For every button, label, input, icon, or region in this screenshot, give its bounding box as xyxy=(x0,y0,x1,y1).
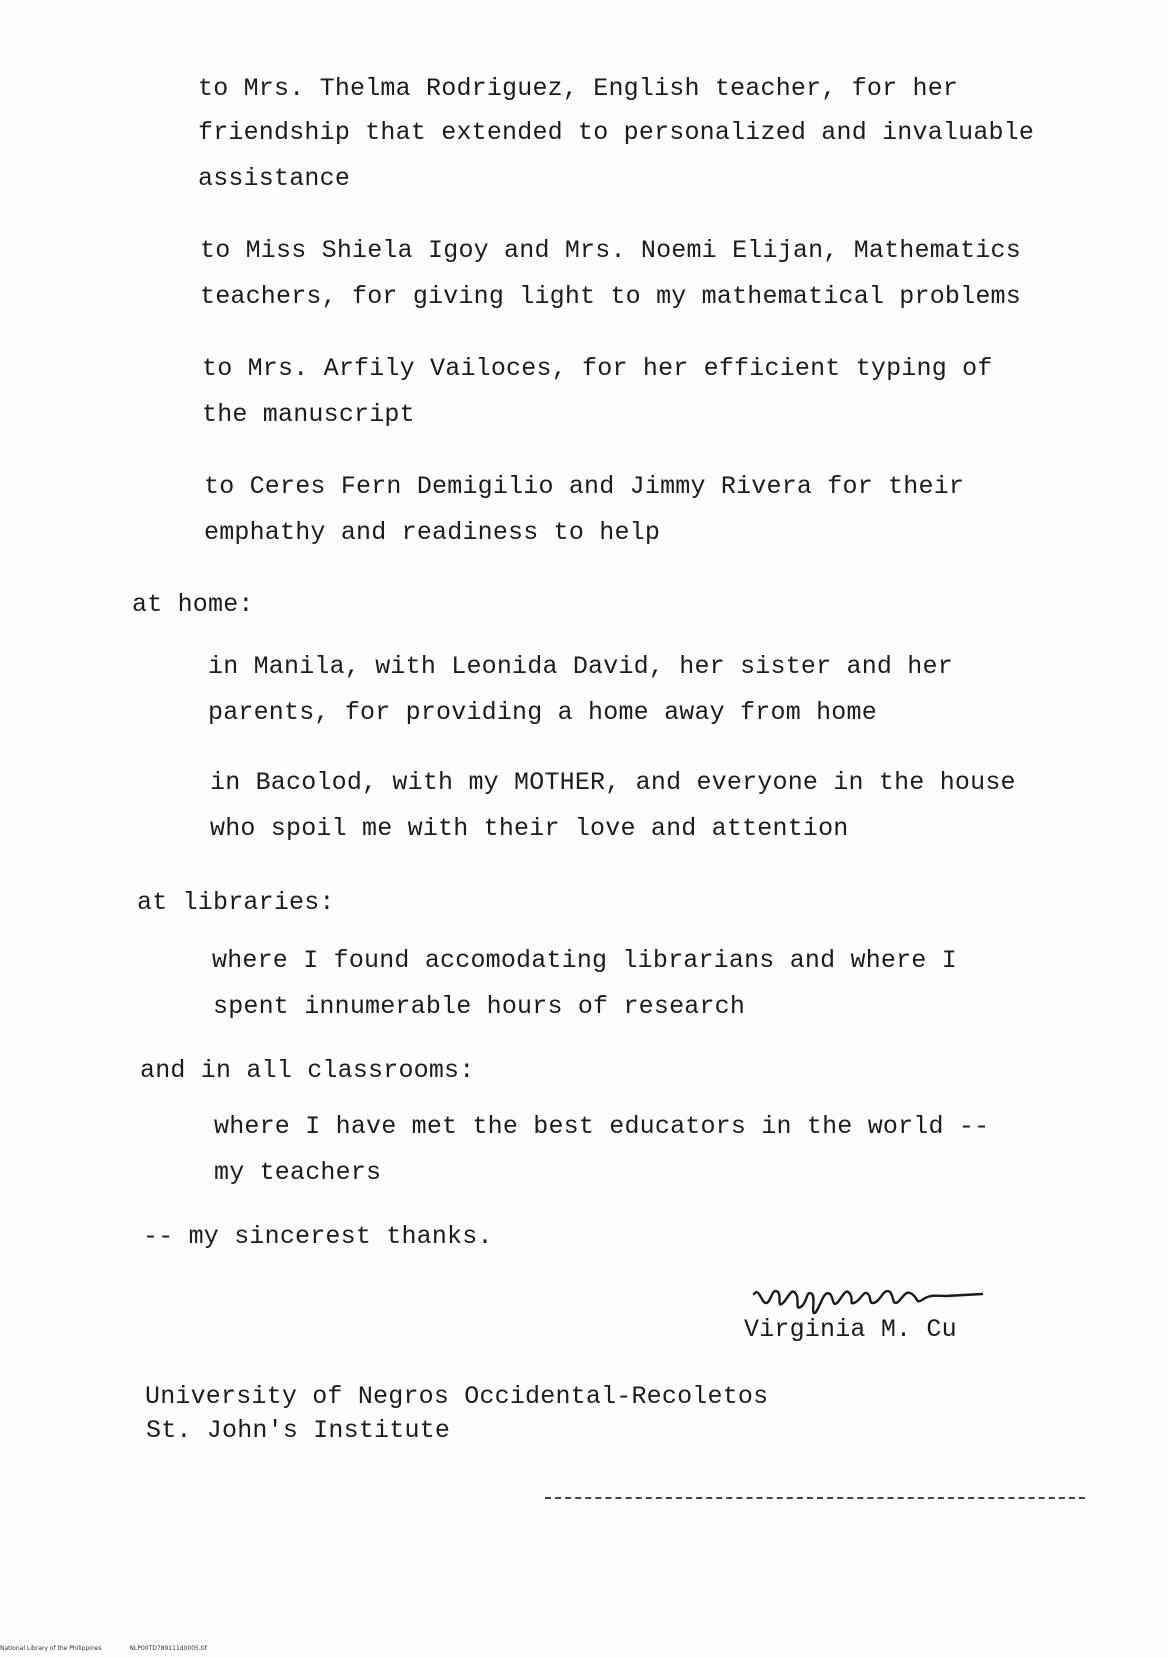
affiliation-line: St. John's Institute xyxy=(146,1416,451,1445)
section-heading: and in all classrooms: xyxy=(140,1056,475,1085)
text-line: friendship that extended to personalized and invaluable xyxy=(198,118,1035,147)
text-line: to Miss Shiela Igoy and Mrs. Noemi Elijan, Mathematics xyxy=(200,236,1021,265)
text-line: parents, for providing a home away from home xyxy=(208,698,877,727)
signatory-name: Virginia M. Cu xyxy=(744,1315,957,1344)
text-line: in Bacolod, with my MOTHER, and everyone in the house xyxy=(210,768,1016,797)
text-line: in Manila, with Leonida David, her sister and her xyxy=(208,652,953,681)
closing-line: -- my sincerest thanks. xyxy=(143,1222,493,1251)
divider-rule xyxy=(545,1497,1085,1499)
text-line: teachers, for giving light to my mathematical problems xyxy=(200,282,1021,311)
section-heading: at home: xyxy=(132,590,254,619)
affiliation-line: University of Negros Occidental-Recoletos xyxy=(145,1382,769,1411)
text-line: where I found accomodating librarians and where I xyxy=(212,946,957,975)
text-line: to Mrs. Arfily Vailoces, for her efficient typing of xyxy=(202,354,993,383)
text-line: where I have met the best educators in the world -- xyxy=(214,1112,990,1141)
text-line: emphathy and readiness to help xyxy=(204,518,661,547)
scan-footer xyxy=(0,1645,233,1652)
section-heading: at libraries: xyxy=(137,888,335,917)
text-line: to Ceres Fern Demigilio and Jimmy Rivera for their xyxy=(204,472,965,501)
text-line: spent innumerable hours of research xyxy=(213,992,746,1021)
text-line: who spoil me with their love and attention xyxy=(210,814,849,843)
footer-file-id: NLP00TD789111d0005.tif xyxy=(129,1645,207,1652)
text-line: assistance xyxy=(198,164,351,193)
footer-library: National Library of the Philippines xyxy=(0,1645,102,1652)
text-line: my teachers xyxy=(214,1158,382,1187)
text-line: the manuscript xyxy=(202,400,415,429)
text-line: to Mrs. Thelma Rodriguez, English teacher, for her xyxy=(198,74,959,103)
